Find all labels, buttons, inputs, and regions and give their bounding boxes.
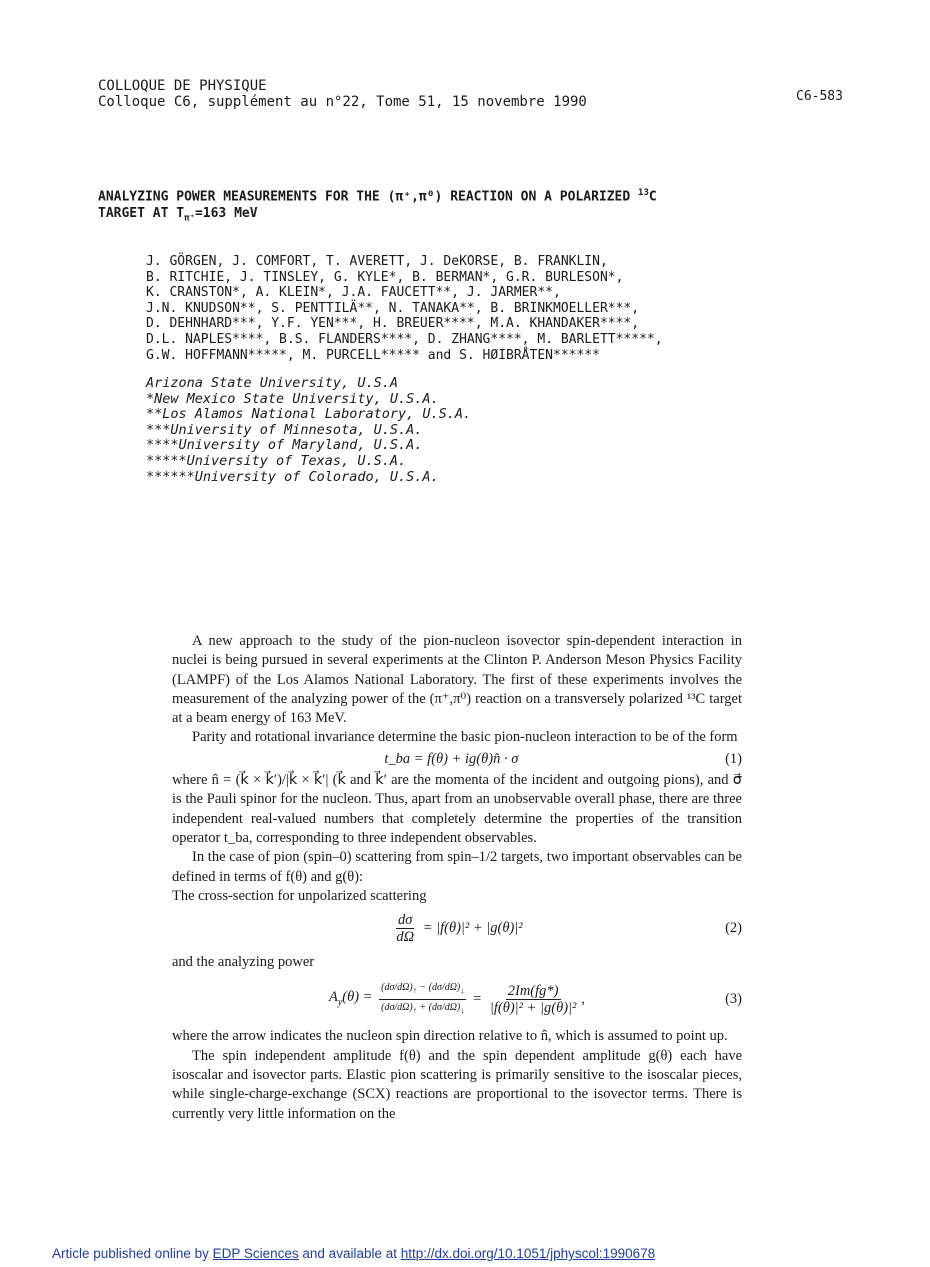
affiliation: *****University of Texas, U.S.A. bbox=[146, 452, 407, 469]
journal-name: COLLOQUE DE PHYSIQUE bbox=[98, 78, 267, 94]
doi-link[interactable]: http://dx.doi.org/10.1051/jphyscol:1990678 bbox=[400, 1246, 656, 1261]
affiliation: **Los Alamos National Laboratory, U.S.A. bbox=[146, 406, 472, 423]
body-text bbox=[172, 632, 742, 1124]
journal-issue: Colloque C6, supplément au n°22, Tome 51, 15 novembre 1990 bbox=[98, 94, 587, 110]
equation-number: (3) bbox=[725, 991, 742, 1008]
author-line: B. RITCHIE, J. TINSLEY, G. KYLE*, B. BERMAN*, G.R. BURLESON*, bbox=[146, 269, 624, 285]
equation-2: $\frac{d\sigma}{d\Omega}$ = |f(θ)|² + |g(θ)|² (2) bbox=[396, 912, 742, 946]
paragraph: The cross-section for unpolarized scattering bbox=[172, 887, 427, 904]
journal-header bbox=[98, 78, 587, 110]
author-line: G.W. HOFFMANN*****, M. PURCELL***** and S. HØIBRÅTEN****** bbox=[146, 347, 600, 363]
paragraph: where n̂ = (k⃗ × k⃗′)/|k⃗ × k⃗′| (k⃗ and k⃗′ are the momenta of the incident and outgoing pions), and σ⃗ is the Pauli spinor for the nucleon. Thus, apart from an unobservable overall phase, there are three independent real-valued numbers that completely determine the properties of the transition operator t_ba, corresponding to three independent observables. bbox=[172, 772, 742, 846]
equation-1-body: t_ba = f(θ) + ig(θ)n̂ · σ⃗ bbox=[384, 750, 530, 767]
paragraph: In the case of pion (spin–0) scattering from spin–1/2 targets, two important observables can be defined in terms of f(θ) and g(θ): bbox=[172, 849, 742, 885]
equation-number: (2) bbox=[725, 920, 742, 936]
paragraph: where the arrow indicates the nucleon spin direction relative to n̂, which is assumed to point up. bbox=[172, 1028, 728, 1045]
author-list bbox=[146, 254, 826, 363]
equation-3: $A_y(\theta)$ = $\frac{(d\sigma/d\Omega)_↑ - (d\sigma/d\Omega)_↓}{(d\sigma/d\Omega)_↑ + (d\sigma/d\Omega)_↓}$ = $\frac{2Im(fg*)}{\text{|f(θ)|² + |g(θ)|²}}$ , (3) bbox=[328, 982, 742, 1017]
paragraph: Parity and rotational invariance determine the basic pion-nucleon interaction to be of the form bbox=[192, 729, 738, 746]
author-line: D.L. NAPLES****, B.S. FLANDERS****, D. ZHANG****, M. BARLETT*****, bbox=[146, 331, 663, 347]
paper-title: ANALYZING POWER MEASUREMENTS FOR THE (π⁺,π⁰) REACTION ON A POLARIZED $^{13}$C TARGET AT $T_{\pi^+}=163$ MeV bbox=[98, 188, 657, 224]
equation-number: (1) bbox=[725, 750, 742, 767]
paragraph: and the analyzing power bbox=[172, 954, 315, 971]
author-line: D. DEHNHARD***, Y.F. YEN***, H. BREUER****, M.A. KHANDAKER****, bbox=[146, 316, 640, 332]
publication-footer: Article published online by EDP Sciences and available at http://dx.doi.org/10.1051/jphyscol:1990678 bbox=[52, 1246, 656, 1261]
paragraph: A new approach to the study of the pion-nucleon isovector spin-dependent interaction in nuclei is being pursued in several experiments at the Clinton P. Anderson Meson Physics Facility (LAMPF) of the Los Alamos National Laboratory. The first of these experiments involves the measurement of the analyzing power of the (π⁺,π⁰) reaction on a transversely polarized ¹³C target at a beam energy of 163 MeV. bbox=[172, 633, 742, 727]
paragraph: The spin independent amplitude f(θ) and the spin dependent amplitude g(θ) each have isoscalar and isovector parts. Elastic pion scattering is primarily sensitive to the isoscalar pieces, while single-charge-exchange (SCX) reactions are proportional to the isovector terms. There is currently very little information on the bbox=[172, 1047, 742, 1122]
author-line: K. CRANSTON*, A. KLEIN*, J.A. FAUCETT**, J. JARMER**, bbox=[146, 285, 561, 301]
affiliation: ****University of Maryland, U.S.A. bbox=[146, 437, 423, 454]
author-line: J. GÖRGEN, J. COMFORT, T. AVERETT, J. DeKORSE, B. FRANKLIN, bbox=[146, 254, 608, 269]
affiliation: *New Mexico State University, U.S.A. bbox=[146, 390, 439, 407]
page-number: C6-583 bbox=[796, 89, 843, 104]
equation-1 bbox=[172, 750, 742, 769]
author-line: J.N. KNUDSON**, S. PENTTILÄ**, N. TANAKA**, B. BRINKMOELLER***, bbox=[146, 300, 640, 316]
affiliation: ******University of Colorado, U.S.A. bbox=[146, 468, 439, 485]
affiliation: Arizona State University, U.S.A bbox=[146, 375, 398, 391]
affiliation-list bbox=[146, 376, 471, 485]
affiliation: ***University of Minnesota, U.S.A. bbox=[146, 421, 423, 438]
publisher-link[interactable]: EDP Sciences bbox=[212, 1246, 299, 1261]
